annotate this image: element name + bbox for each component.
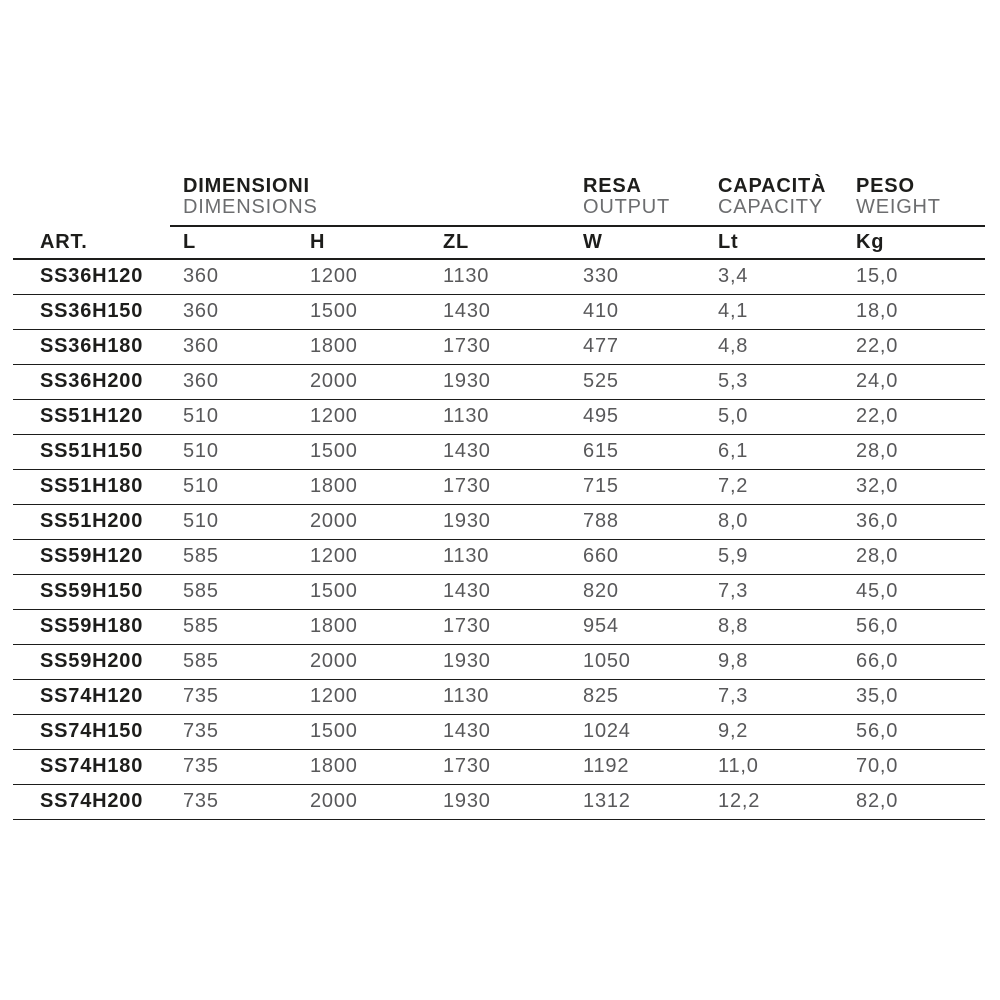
- header-w: W: [570, 226, 705, 259]
- l-value-cell: 585: [170, 644, 297, 679]
- group-header-capacity: [705, 170, 843, 226]
- art-code-cell: SS74H120: [13, 679, 170, 714]
- table-row: [13, 784, 985, 819]
- h-value-cell: 1500: [297, 714, 430, 749]
- lt-value-cell: 11,0: [705, 749, 843, 784]
- lt-value-cell: 9,2: [705, 714, 843, 749]
- art-code-cell: SS59H150: [13, 574, 170, 609]
- h-value-cell: 2000: [297, 644, 430, 679]
- l-value-cell: 510: [170, 469, 297, 504]
- art-code-cell: SS51H200: [13, 504, 170, 539]
- table-row: [13, 329, 985, 364]
- h-value-cell: 1200: [297, 399, 430, 434]
- kg-value-cell: 35,0: [843, 679, 985, 714]
- art-code-cell: SS74H150: [13, 714, 170, 749]
- table-row: [13, 539, 985, 574]
- art-code-cell: SS51H120: [13, 399, 170, 434]
- table-row: [13, 399, 985, 434]
- zl-value-cell: 1930: [430, 504, 570, 539]
- zl-value-cell: 1430: [430, 434, 570, 469]
- zl-value-cell: 1130: [430, 259, 570, 294]
- art-code-cell: SS36H150: [13, 294, 170, 329]
- l-value-cell: 585: [170, 609, 297, 644]
- table-row: [13, 294, 985, 329]
- w-value-cell: 788: [570, 504, 705, 539]
- lt-value-cell: 4,8: [705, 329, 843, 364]
- h-value-cell: 1800: [297, 329, 430, 364]
- h-value-cell: 2000: [297, 784, 430, 819]
- zl-value-cell: 1130: [430, 539, 570, 574]
- h-value-cell: 1500: [297, 574, 430, 609]
- lt-value-cell: 8,8: [705, 609, 843, 644]
- kg-value-cell: 15,0: [843, 259, 985, 294]
- lt-value-cell: 8,0: [705, 504, 843, 539]
- lt-value-cell: 9,8: [705, 644, 843, 679]
- w-value-cell: 495: [570, 399, 705, 434]
- h-value-cell: 1200: [297, 539, 430, 574]
- zl-value-cell: 1730: [430, 329, 570, 364]
- zl-value-cell: 1930: [430, 644, 570, 679]
- zl-value-cell: 1930: [430, 364, 570, 399]
- art-code-cell: SS51H180: [13, 469, 170, 504]
- table-row: [13, 679, 985, 714]
- h-value-cell: 1800: [297, 609, 430, 644]
- kg-value-cell: 45,0: [843, 574, 985, 609]
- w-value-cell: 1312: [570, 784, 705, 819]
- l-value-cell: 360: [170, 329, 297, 364]
- art-code-cell: SS36H200: [13, 364, 170, 399]
- art-code-cell: SS59H180: [13, 609, 170, 644]
- group-label-dimensions: DIMENSIONS: [183, 196, 318, 218]
- w-value-cell: 330: [570, 259, 705, 294]
- column-group-header-row: [13, 170, 985, 226]
- spec-table-container: [13, 170, 985, 820]
- h-value-cell: 2000: [297, 504, 430, 539]
- h-value-cell: 2000: [297, 364, 430, 399]
- group-header-output: [570, 170, 705, 226]
- table-row: [13, 504, 985, 539]
- kg-value-cell: 56,0: [843, 714, 985, 749]
- lt-value-cell: 5,0: [705, 399, 843, 434]
- art-code-cell: SS36H120: [13, 259, 170, 294]
- sub-header-row: [13, 226, 985, 259]
- group-label-capacita: CAPACITÀ: [718, 175, 827, 197]
- zl-value-cell: 1730: [430, 469, 570, 504]
- l-value-cell: 585: [170, 574, 297, 609]
- lt-value-cell: 12,2: [705, 784, 843, 819]
- h-value-cell: 1800: [297, 749, 430, 784]
- table-row: [13, 714, 985, 749]
- kg-value-cell: 36,0: [843, 504, 985, 539]
- kg-value-cell: 22,0: [843, 399, 985, 434]
- art-code-cell: SS36H180: [13, 329, 170, 364]
- h-value-cell: 1500: [297, 294, 430, 329]
- l-value-cell: 360: [170, 294, 297, 329]
- zl-value-cell: 1430: [430, 294, 570, 329]
- table-row: [13, 609, 985, 644]
- l-value-cell: 510: [170, 504, 297, 539]
- kg-value-cell: 18,0: [843, 294, 985, 329]
- l-value-cell: 735: [170, 679, 297, 714]
- kg-value-cell: 28,0: [843, 539, 985, 574]
- w-value-cell: 525: [570, 364, 705, 399]
- table-row: [13, 644, 985, 679]
- l-value-cell: 585: [170, 539, 297, 574]
- table-row: [13, 469, 985, 504]
- w-value-cell: 660: [570, 539, 705, 574]
- art-code-cell: SS59H120: [13, 539, 170, 574]
- h-value-cell: 1500: [297, 434, 430, 469]
- w-value-cell: 825: [570, 679, 705, 714]
- zl-value-cell: 1130: [430, 679, 570, 714]
- lt-value-cell: 7,3: [705, 574, 843, 609]
- zl-value-cell: 1730: [430, 609, 570, 644]
- lt-value-cell: 7,2: [705, 469, 843, 504]
- w-value-cell: 1024: [570, 714, 705, 749]
- kg-value-cell: 32,0: [843, 469, 985, 504]
- group-label-output: OUTPUT: [583, 196, 671, 218]
- w-value-cell: 615: [570, 434, 705, 469]
- kg-value-cell: 70,0: [843, 749, 985, 784]
- l-value-cell: 360: [170, 364, 297, 399]
- lt-value-cell: 5,3: [705, 364, 843, 399]
- art-code-cell: SS51H150: [13, 434, 170, 469]
- spec-table: [13, 170, 985, 820]
- group-header-dimensions: [170, 170, 570, 226]
- header-h: H: [297, 226, 430, 259]
- table-row: [13, 364, 985, 399]
- h-value-cell: 1200: [297, 679, 430, 714]
- art-code-cell: SS74H180: [13, 749, 170, 784]
- group-label-weight: WEIGHT: [856, 196, 941, 218]
- table-row: [13, 574, 985, 609]
- zl-value-cell: 1130: [430, 399, 570, 434]
- lt-value-cell: 5,9: [705, 539, 843, 574]
- header-l: L: [170, 226, 297, 259]
- h-value-cell: 1200: [297, 259, 430, 294]
- w-value-cell: 410: [570, 294, 705, 329]
- w-value-cell: 477: [570, 329, 705, 364]
- zl-value-cell: 1430: [430, 574, 570, 609]
- group-label-resa: RESA: [583, 175, 642, 197]
- header-zl: ZL: [430, 226, 570, 259]
- w-value-cell: 1050: [570, 644, 705, 679]
- h-value-cell: 1800: [297, 469, 430, 504]
- art-code-cell: SS59H200: [13, 644, 170, 679]
- lt-value-cell: 3,4: [705, 259, 843, 294]
- table-body: [13, 259, 985, 819]
- table-row: [13, 749, 985, 784]
- header-art: ART.: [13, 226, 170, 259]
- l-value-cell: 735: [170, 714, 297, 749]
- l-value-cell: 735: [170, 784, 297, 819]
- group-label-peso: PESO: [856, 175, 915, 197]
- group-header-weight: [843, 170, 985, 226]
- header-kg: Kg: [843, 226, 985, 259]
- l-value-cell: 735: [170, 749, 297, 784]
- zl-value-cell: 1730: [430, 749, 570, 784]
- w-value-cell: 715: [570, 469, 705, 504]
- l-value-cell: 510: [170, 434, 297, 469]
- lt-value-cell: 7,3: [705, 679, 843, 714]
- lt-value-cell: 6,1: [705, 434, 843, 469]
- kg-value-cell: 28,0: [843, 434, 985, 469]
- l-value-cell: 510: [170, 399, 297, 434]
- art-code-cell: SS74H200: [13, 784, 170, 819]
- table-row: [13, 259, 985, 294]
- w-value-cell: 820: [570, 574, 705, 609]
- w-value-cell: 1192: [570, 749, 705, 784]
- kg-value-cell: 56,0: [843, 609, 985, 644]
- header-lt: Lt: [705, 226, 843, 259]
- lt-value-cell: 4,1: [705, 294, 843, 329]
- kg-value-cell: 66,0: [843, 644, 985, 679]
- group-header-spacer: [13, 170, 170, 226]
- zl-value-cell: 1930: [430, 784, 570, 819]
- l-value-cell: 360: [170, 259, 297, 294]
- kg-value-cell: 22,0: [843, 329, 985, 364]
- w-value-cell: 954: [570, 609, 705, 644]
- group-label-dimensioni: DIMENSIONI: [183, 175, 310, 197]
- zl-value-cell: 1430: [430, 714, 570, 749]
- group-label-capacity: CAPACITY: [718, 196, 823, 218]
- kg-value-cell: 82,0: [843, 784, 985, 819]
- kg-value-cell: 24,0: [843, 364, 985, 399]
- table-row: [13, 434, 985, 469]
